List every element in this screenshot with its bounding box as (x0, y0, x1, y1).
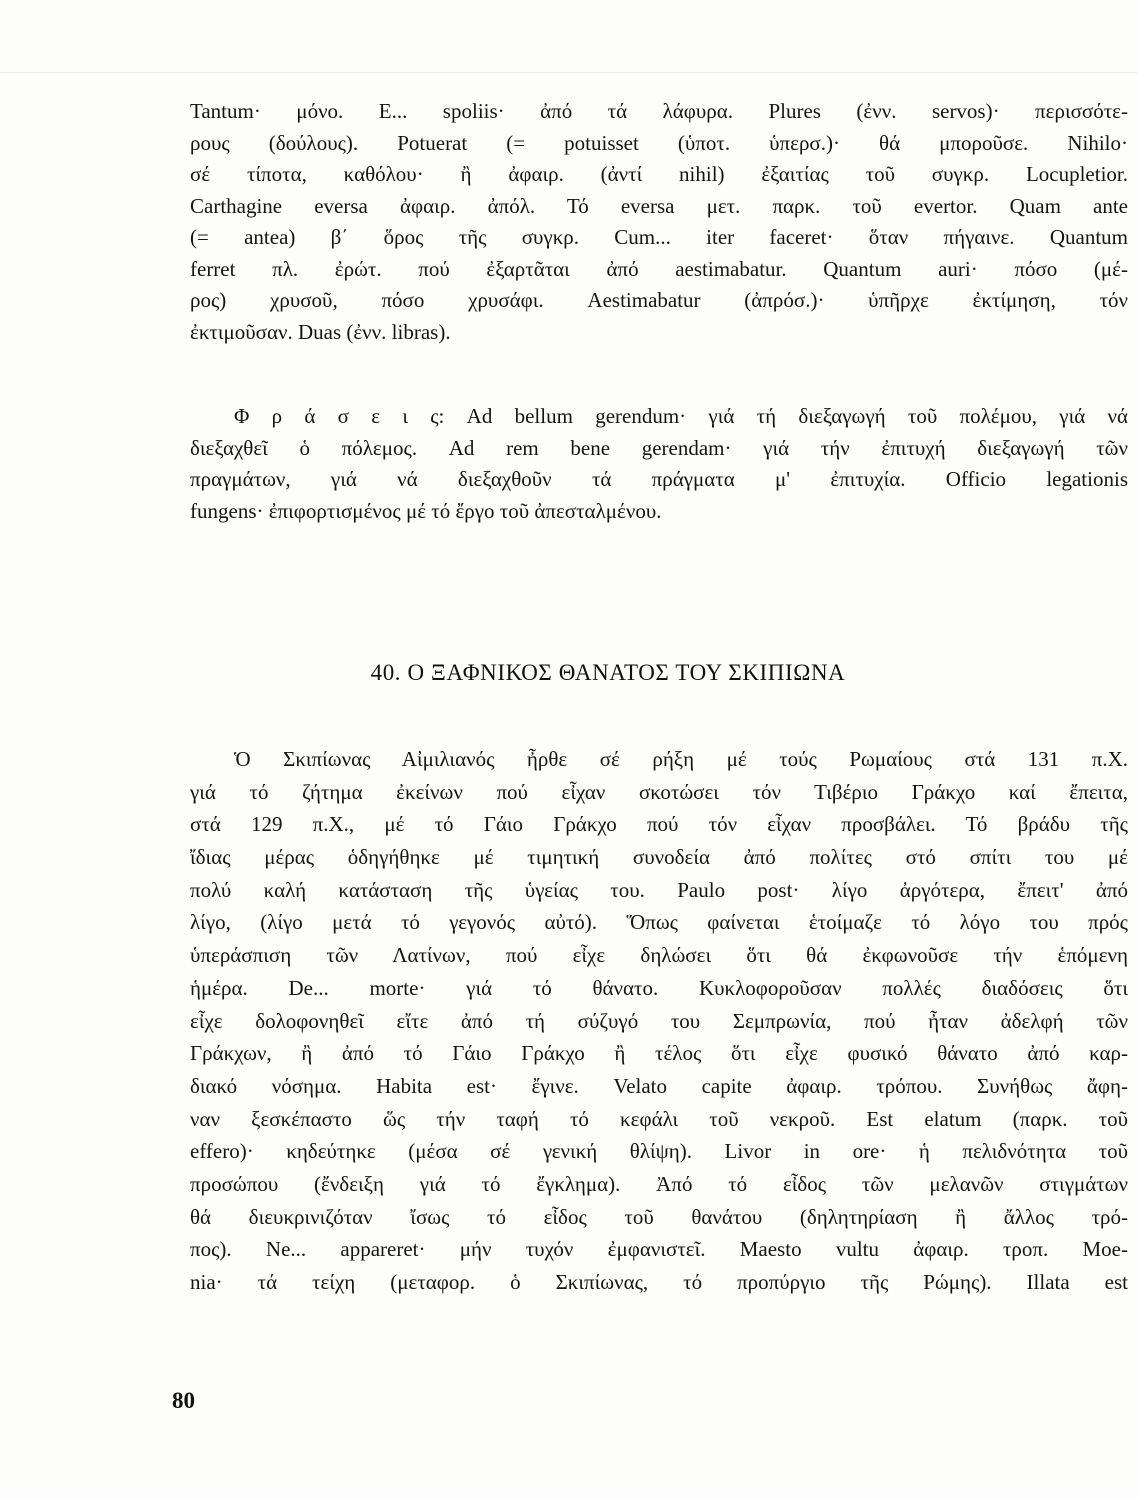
story-line: nia· τά τείχη (μεταφορ. ὁ Σκιπίωνας, τό προπύργιο τῆς Ρώμης). Illata est (190, 1270, 1128, 1294)
phrases-first-line-text: Ad bellum gerendum· γιά τή διεξαγωγή τοῦ πολέμου, γιά νά (466, 404, 1128, 428)
story-line: effero)· κηδεύτηκε (μέσα σέ γενική θλίψη). Livor in ore· ἡ πελιδνότητα τοῦ (190, 1139, 1128, 1164)
story-line: διακό νόσημα. Habita est· ἔγινε. Velato capite ἀφαιρ. τρόπου. Συνήθως ἄφη- (190, 1073, 1128, 1098)
notes-line: ρους (δούλους). Potuerat (= potuisset (ὑποτ. ὑπερσ.)· θά μποροῦσε. Nihilo· (190, 130, 1128, 155)
notes-paragraph (190, 96, 1128, 348)
phrases-line: fungens· ἐπιφορτισμένος μέ τό ἔργο τοῦ ἀπεσταλμένου. (190, 498, 662, 523)
story-line: γιά τό ζήτημα ἐκείνων πού εἶχαν σκοτώσει τόν Τιβέριο Γράκχο καί ἔπειτα, (190, 779, 1128, 804)
story-line: στά 129 π.Χ., μέ τό Γάιο Γράκχο πού τόν εἶχαν προσβάλει. Τό βράδυ τῆς (190, 812, 1128, 837)
section-heading: 40. Ο ΞΑΦΝΙΚΟΣ ΘΑΝΑΤΟΣ ΤΟΥ ΣΚΙΠΙΩΝΑ (370, 660, 846, 685)
story-line: ὑπεράσπιση τῶν Λατίνων, πού εἶχε δηλώσει ὅτι θά ἐκφωνοῦσε τήν ἑπόμενη (190, 943, 1128, 968)
story-line: Γράκχων, ἢ ἀπό τό Γάιο Γράκχο ἢ τέλος ὅτι εἶχε φυσικό θάνατο ἀπό καρ- (190, 1041, 1128, 1066)
story-line: πολύ καλή κατάσταση τῆς ὑγείας του. Paulo post· λίγο ἀργότερα, ἔπειτ' ἀπό (190, 877, 1128, 902)
story-line: ναν ξεσκέπαστο ὥς τήν ταφή τό κεφάλι τοῦ νεκροῦ. Est elatum (παρκ. τοῦ (190, 1106, 1128, 1131)
phrases-line: πραγμάτων, γιά νά διεξαχθοῦν τά πράγματα μ' ἐπιτυχία. Officio legationis (190, 467, 1128, 491)
phrases-label: Φ ρ ά σ ε ι ς: (234, 404, 445, 428)
story-line: ἴδιας μέρας ὁδηγήθηκε μέ τιμητική συνοδεία ἀπό πολίτες στό σπίτι του μέ (190, 845, 1128, 870)
page-number: 80 (172, 1388, 195, 1413)
story-line: εἶχε δολοφονηθεῖ εἴτε ἀπό τή σύζυγό του Σεμπρωνία, πού ἦταν ἀδελφή τῶν (190, 1008, 1128, 1033)
scan-artifact-line (0, 72, 1138, 73)
story-line: Ὁ Σκιπίωνας Αἰμιλιανός ἦρθε σέ ρήξη μέ τούς Ρωμαίους στά 131 π.Χ. (234, 747, 1128, 771)
notes-line: (= antea) β΄ ὅρος τῆς συγκρ. Cum... iter faceret· ὅταν πήγαινε. Quantum (190, 225, 1128, 249)
phrases-paragraph (190, 401, 1128, 527)
phrases-first-line (190, 401, 1128, 433)
notes-line: ρος) χρυσοῦ, πόσο χρυσάφι. Aestimabatur (ἀπρόσ.)· ὑπῆρχε ἐκτίμηση, τόν (190, 288, 1128, 312)
story-line: ἡμέρα. De... morte· γιά τό θάνατο. Κυκλοφοροῦσαν πολλές διαδόσεις ὅτι (190, 975, 1128, 1000)
notes-line: Tantum· μόνο. Ε... spoliis· ἀπό τά λάφυρα. Plures (ἐνν. servos)· περισσότε- (190, 99, 1128, 123)
story-paragraph (190, 743, 1128, 1299)
story-line: πος). Ne... appareret· μήν τυχόν ἐμφανιστεῖ. Maesto vultu ἀφαιρ. τροπ. Moe- (190, 1237, 1128, 1262)
story-line: προσώπου (ἔνδειξη γιά τό ἔγκλημα). Ἀπό τό εἶδος τῶν μελανῶν στιγμάτων (190, 1171, 1128, 1196)
story-line: θά διευκρινιζόταν ἴσως τό εἶδος τοῦ θανάτου (δηλητηρίαση ἢ ἄλλος τρό- (190, 1204, 1128, 1229)
notes-line: Carthagine eversa ἀφαιρ. ἀπόλ. Τό eversa μετ. παρκ. τοῦ evertor. Quam ante (190, 193, 1128, 218)
phrases-line: διεξαχθεῖ ὁ πόλεμος. Ad rem bene gerendam· γιά τήν ἐπιτυχή διεξαγωγή τῶν (190, 435, 1128, 460)
story-line: λίγο, (λίγο μετά τό γεγονός αὐτό). Ὅπως φαίνεται ἑτοίμαζε τό λόγο του πρός (190, 910, 1128, 935)
notes-line: ἐκτιμοῦσαν. Duas (ἐνν. libras). (190, 319, 451, 344)
notes-line: ferret πλ. ἐρώτ. πού ἐξαρτᾶται ἀπό aestimabatur. Quantum auri· πόσο (μέ- (190, 256, 1128, 281)
notes-line: σέ τίποτα, καθόλου· ἢ ἀφαιρ. (ἀντί nihil) ἐξαιτίας τοῦ συγκρ. Locupletior. (190, 162, 1128, 186)
